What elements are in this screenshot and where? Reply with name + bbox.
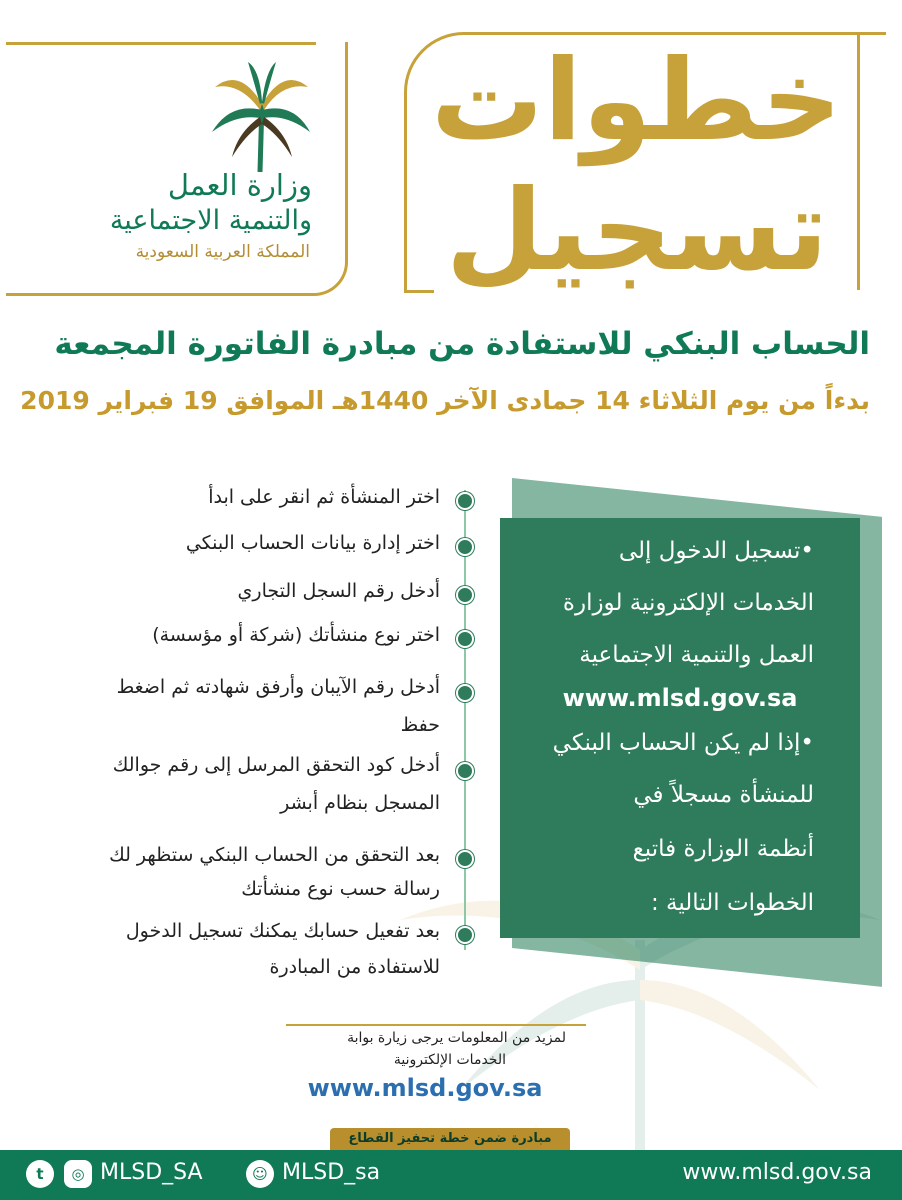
step-dot-6	[456, 762, 474, 780]
more-info-line2: الخدمات الإلكترونية	[393, 1052, 506, 1068]
green-box-line2: الخدمات الإلكترونية لوزارة	[562, 590, 814, 616]
step-8-text: بعد تفعيل حسابك يمكنك تسجيل الدخول	[125, 920, 440, 942]
subtitle: الحساب البنكي للاستفادة من مبادرة الفاتورة المجمعة	[54, 326, 870, 362]
step-dot-3	[456, 586, 474, 604]
start-date: بدءاً من يوم الثلاثاء 14 جمادى الآخر 1440هـ الموافق 19 فبراير 2019	[20, 386, 870, 415]
green-box-line6: أنظمة الوزارة فاتبع	[632, 836, 814, 862]
step-dot-7	[456, 850, 474, 868]
green-box-line4: •إذا لم يكن الحساب البنكي	[552, 730, 814, 756]
green-box-line1: •تسجيل الدخول إلى	[618, 538, 814, 564]
step-5-text: أدخل رقم الآيبان وأرفق شهادته ثم اضغط	[116, 676, 440, 698]
twitter-icon[interactable]: t	[26, 1160, 54, 1188]
step-3-text: أدخل رقم السجل التجاري	[237, 580, 440, 602]
palm-logo-icon	[210, 62, 310, 172]
green-box-line5: للمنشأة مسجلاً في	[633, 782, 814, 808]
step-7-text-cont: رسالة حسب نوع منشأتك	[241, 878, 440, 900]
footer-website[interactable]: www.mlsd.gov.sa	[682, 1160, 872, 1185]
green-box-line7: الخطوات التالية :	[650, 890, 814, 916]
green-box-line3: العمل والتنمية الاجتماعية	[579, 642, 814, 668]
ministry-name-line1: وزارة العمل	[167, 168, 312, 202]
green-box-url[interactable]: www.mlsd.gov.sa	[562, 684, 798, 712]
twitter-instagram-handle[interactable]: MLSD_SA	[100, 1160, 203, 1185]
step-5-text-cont: حفظ	[400, 714, 440, 736]
step-dot-8	[456, 926, 474, 944]
snapchat-handle[interactable]: MLSD_sa	[282, 1160, 381, 1185]
more-info-line1: لمزيد من المعلومات يرجى زيارة بوابة	[347, 1030, 566, 1046]
step-dot-1	[456, 492, 474, 510]
step-6-text: أدخل كود التحقق المرسل إلى رقم جوالك	[112, 754, 440, 776]
title-frame-right-edge	[857, 32, 860, 290]
snapchat-icon[interactable]: ☺	[246, 1160, 274, 1188]
title-frame-bottom-tick	[404, 290, 434, 293]
step-8-text-cont: للاستفادة من المبادرة	[269, 956, 440, 978]
instagram-icon[interactable]: ◎	[64, 1160, 92, 1188]
step-2-text: اختر إدارة بيانات الحساب البنكي	[185, 532, 440, 554]
info-divider	[286, 1024, 586, 1026]
initiative-tag: مبادرة ضمن خطة تحفيز القطاع	[330, 1128, 570, 1150]
step-1-text: اختر المنشأة ثم انقر على ابدأ	[208, 486, 440, 508]
steps-timeline	[464, 490, 466, 950]
green-instruction-box	[500, 518, 860, 938]
kingdom-name: المملكة العربية السعودية	[135, 242, 310, 262]
step-6-text-cont: المسجل بنظام أبشر	[280, 792, 440, 814]
more-info-url[interactable]: www.mlsd.gov.sa	[307, 1074, 543, 1102]
ministry-name-line2: والتنمية الاجتماعية	[109, 205, 312, 236]
title-line2: تسجيل	[445, 166, 829, 296]
step-dot-4	[456, 630, 474, 648]
step-4-text: اختر نوع منشأتك (شركة أو مؤسسة)	[152, 624, 440, 646]
step-dot-5	[456, 684, 474, 702]
step-7-text: بعد التحقق من الحساب البنكي ستظهر لك	[109, 844, 440, 866]
step-dot-2	[456, 538, 474, 556]
title-line1: خطوات	[431, 36, 842, 166]
